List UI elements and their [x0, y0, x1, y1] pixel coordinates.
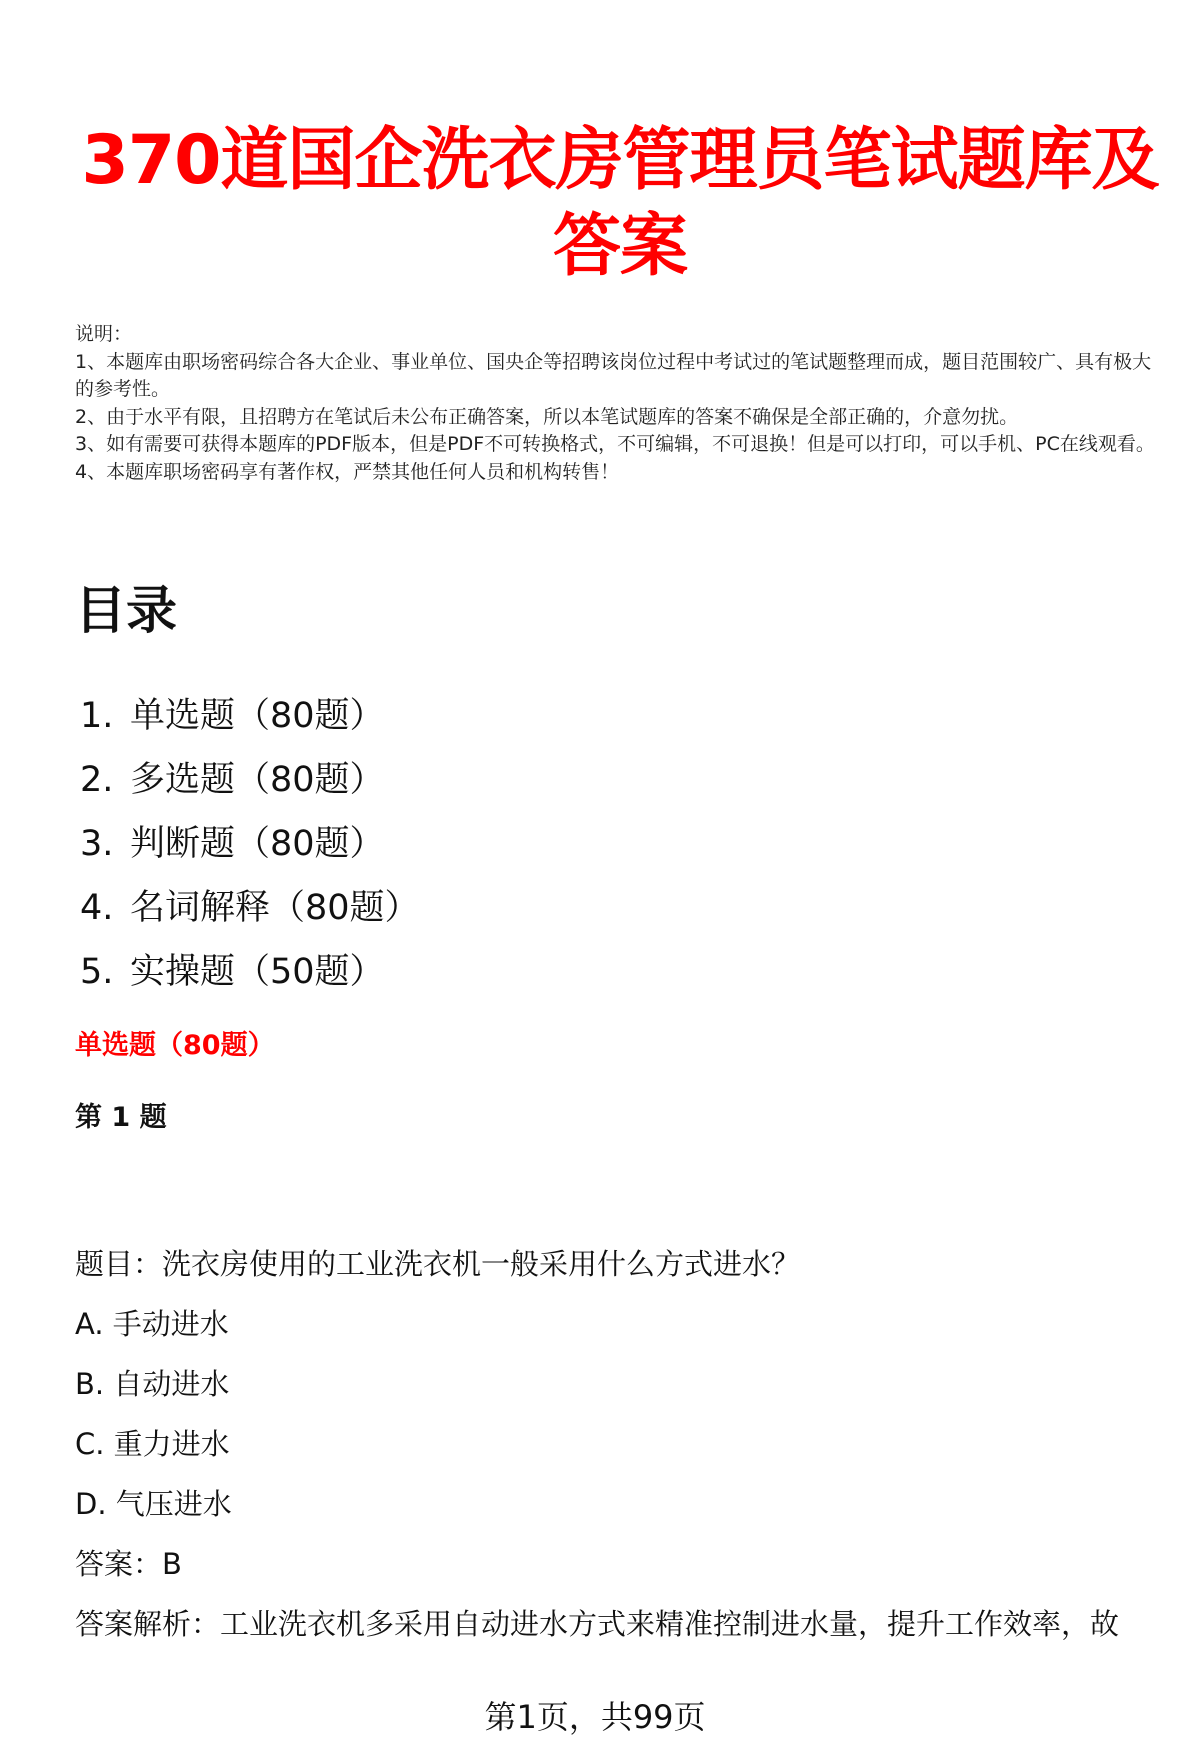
option-c: C. 重力进水: [75, 1427, 230, 1461]
question-number: 第 1 题: [75, 1102, 167, 1133]
answer-explanation: 答案解析：工业洗衣机多采用自动进水方式来精准控制进水量，提升工作效率，故: [75, 1607, 1120, 1641]
toc-item-label: 名词解释（80题）: [130, 888, 420, 928]
toc-item-number: 2.: [80, 760, 114, 800]
toc-item-number: 1.: [80, 696, 114, 736]
notes-block: [75, 321, 1155, 486]
option-b: B. 自动进水: [75, 1367, 230, 1401]
notes-line: 1、本题库由职场密码综合各大企业、事业单位、国央企等招聘该岗位过程中考试过的笔试题整理而成，题目范围较广、具有极大的参考性。: [75, 350, 1152, 400]
toc-item[interactable]: [80, 684, 420, 748]
notes-heading: 说明：: [75, 323, 133, 345]
toc-item-label: 判断题（80题）: [130, 824, 385, 864]
option-a: A. 手动进水: [75, 1307, 229, 1341]
toc-item-label: 实操题（50题）: [130, 952, 385, 992]
toc-item-number: 3.: [80, 824, 114, 864]
answer: 答案：B: [75, 1547, 182, 1581]
notes-line: 2、由于水平有限，且招聘方在笔试后未公布正确答案，所以本笔试题库的答案不确保是全部正确的，介意勿扰。: [75, 405, 1019, 428]
toc-item-label: 单选题（80题）: [130, 696, 385, 736]
option-d: D. 气压进水: [75, 1487, 232, 1521]
notes-line: 4、本题库职场密码享有著作权，严禁其他任何人员和机构转售！: [75, 460, 620, 483]
toc-item-label: 多选题（80题）: [130, 760, 385, 800]
toc-item[interactable]: [80, 940, 420, 1004]
toc-item[interactable]: [80, 812, 420, 876]
question-stem: 题目：洗衣房使用的工业洗衣机一般采用什么方式进水？: [75, 1247, 801, 1281]
toc-item[interactable]: [80, 748, 420, 812]
notes-line: 3、如有需要可获得本题库的PDF版本，但是PDF不可转换格式，不可编辑，不可退换！但是可以打印，可以手机、PC在线观看。: [75, 433, 1155, 455]
toc-item-number: 5.: [80, 952, 114, 992]
toc-heading: 目录: [75, 582, 178, 641]
document-title: 370道国企洗衣房管理员笔试题库及答案: [81, 121, 1159, 286]
page-footer: 第1页，共99页: [484, 1698, 706, 1736]
toc-item[interactable]: [80, 876, 420, 940]
toc-item-number: 4.: [80, 888, 114, 928]
toc-list: [80, 684, 420, 1004]
section-heading: 单选题（80题）: [75, 1030, 275, 1061]
